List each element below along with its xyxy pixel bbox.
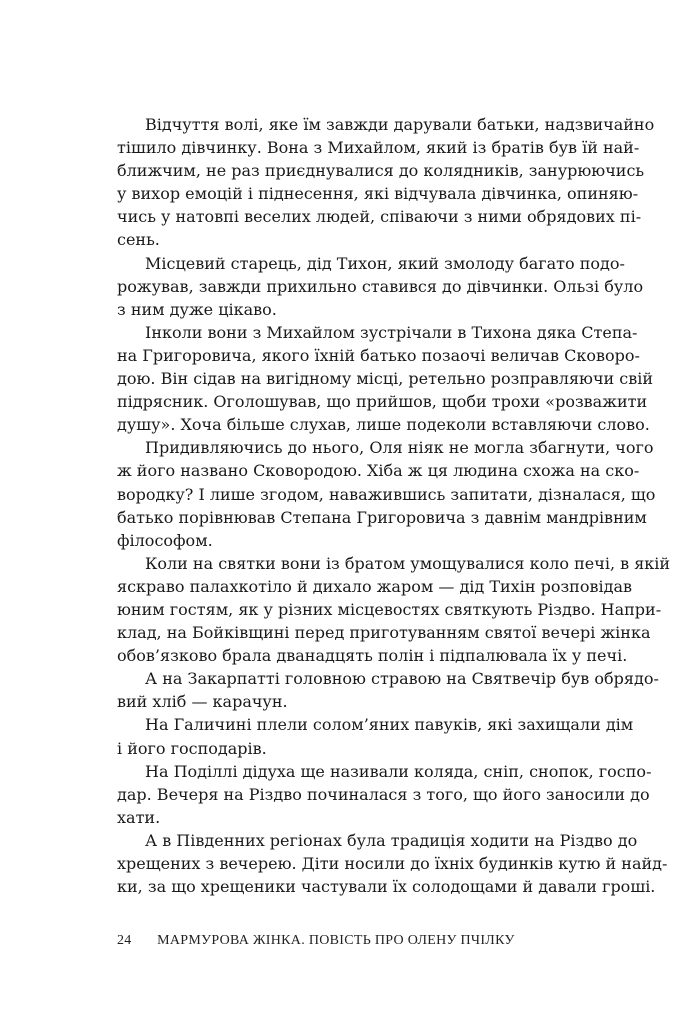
text-line: дар. Вечеря на Різдво починалася з того, що його заносили до xyxy=(117,784,650,804)
text-line: дою. Він сідав на вигідному місці, ретельно розправляючи свій xyxy=(117,369,654,389)
body-text xyxy=(117,113,671,898)
text-line: клад, на Бойківщині перед приготуванням святої вечері жінка xyxy=(117,623,651,643)
paragraph xyxy=(117,829,668,898)
text-line: ж його названо Сковородою. Хіба ж ця людина схожа на ско- xyxy=(117,461,640,481)
page-number: 24 xyxy=(117,933,132,948)
text-line: душу». Хоча більше слухав, лише подеколи вставляючи слово. xyxy=(117,415,650,435)
text-line: Інколи вони з Михайлом зустрічали в Тихона дяка Степа- xyxy=(145,322,638,342)
text-line: рожував, завжди прихильно ставився до дівчинки. Ользі було xyxy=(117,276,644,296)
running-title: МАРМУРОВА ЖІНКА. ПОВІСТЬ ПРО ОЛЕНУ ПЧІЛКУ xyxy=(157,933,515,948)
text-line: філософом. xyxy=(117,530,213,550)
paragraph xyxy=(117,113,655,252)
text-line: вородку? І лише згодом, наважившись запитати, дізналася, що xyxy=(117,484,656,504)
text-line: підрясник. Оголошував, що прийшов, щоби трохи «розважити xyxy=(117,392,648,412)
text-line: батько порівнював Степана Григоровича з давнім мандрівним xyxy=(117,507,647,527)
paragraph xyxy=(117,436,656,551)
text-line: сень. xyxy=(117,230,160,250)
text-line: тішило дівчинку. Вона з Михайлом, який із братів був їй най- xyxy=(117,138,640,158)
paragraph xyxy=(117,552,671,667)
text-line: обов’язково брала дванадцять полін і підпалювала їх у печі. xyxy=(117,646,628,666)
text-line: ближчим, не раз приєднувалися до колядників, занурюючись xyxy=(117,161,645,181)
text-line: яскраво палахкотіло й дихало жаром — дід Тихін розповідав xyxy=(117,576,632,596)
text-line: Місцевий старець, дід Тихон, який змолоду багато подо- xyxy=(145,253,625,273)
paragraph xyxy=(117,321,654,436)
text-line: Коли на святки вони із братом умощувалися коло печі, в якій xyxy=(145,553,671,573)
text-line: на Григоровича, якого їхній батько позаочі величав Сковоро- xyxy=(117,345,640,365)
text-line: у вихор емоцій і піднесення, які відчувала дівчинка, опиняю- xyxy=(117,184,639,204)
text-line: хати. xyxy=(117,807,161,827)
text-line: На Поділлі дідуха ще називали коляда, сніп, снопок, госпо- xyxy=(145,761,652,781)
text-line: юним гостям, як у різних місцевостях святкують Різдво. Напри- xyxy=(117,599,662,619)
paragraph xyxy=(117,252,644,321)
text-line: хрещених з вечерею. Діти носили до їхніх будинків кутю й найд- xyxy=(117,854,668,873)
text-line: і його господарів. xyxy=(117,738,267,758)
paragraph xyxy=(117,760,652,829)
text-line: ки, за що хрещеники частували їх солодощами й давали гроші. xyxy=(117,877,656,897)
text-line: вий хліб — карачун. xyxy=(117,692,288,712)
text-line: Придивляючись до нього, Оля ніяк не могла збагнути, чого xyxy=(145,438,654,458)
text-line: А на Закарпатті головною стравою на Святвечір був обрядо- xyxy=(145,669,659,689)
text-line: А в Південних регіонах була традиція ходити на Різдво до xyxy=(145,830,638,850)
text-line: На Галичині плели солом’яних павуків, які захищали дім xyxy=(145,715,634,735)
page-footer xyxy=(117,933,587,949)
text-line: Відчуття волі, яке їм завжди дарували батьки, надзвичайно xyxy=(145,115,655,134)
paragraph xyxy=(117,667,659,713)
text-line: з ним дуже цікаво. xyxy=(117,299,277,319)
text-line: чись у натовпі веселих людей, співаючи з ними обрядових пі- xyxy=(117,207,642,227)
paragraph xyxy=(117,713,634,759)
